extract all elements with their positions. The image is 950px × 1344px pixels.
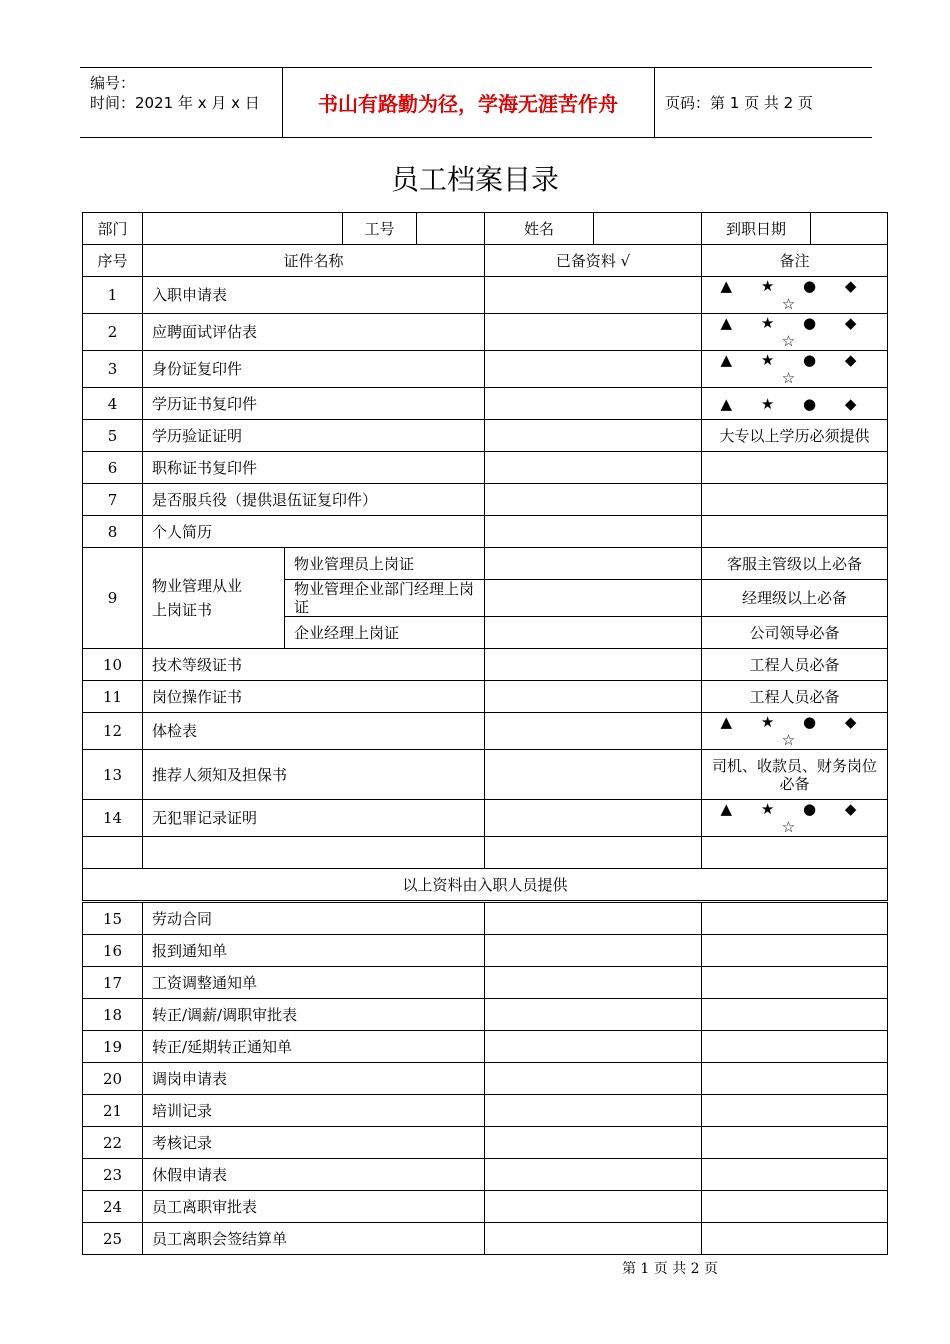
row-number: 18 — [83, 999, 143, 1031]
doc-name: 员工离职会签结算单 — [143, 1223, 485, 1255]
doc-name: 体检表 — [143, 713, 485, 750]
note-cell: 客服主管级以上必备 — [702, 548, 888, 580]
table-row — [83, 837, 888, 869]
table-row — [83, 516, 888, 548]
name-label: 姓名 — [485, 213, 594, 245]
page-header — [80, 67, 872, 138]
doc-name: 学历证书复印件 — [143, 388, 485, 420]
have-checkbox-cell[interactable] — [485, 1031, 702, 1063]
emp-no-label: 工号 — [343, 213, 417, 245]
note-cell: ▲ ★ ● ◆ ☆ — [702, 277, 888, 314]
have-checkbox-cell[interactable] — [485, 1223, 702, 1255]
note-cell: ▲ ★ ● ◆ ☆ — [702, 800, 888, 837]
provided-by-row — [83, 869, 888, 902]
time-label: 时间：2021 年 x 月 x 日 — [90, 94, 260, 112]
table-row — [83, 967, 888, 999]
row-number: 16 — [83, 935, 143, 967]
note-cell — [702, 902, 888, 935]
doc-name: 职称证书复印件 — [143, 452, 485, 484]
note-cell: 司机、收款员、财务岗位必备 — [702, 750, 888, 800]
col-doc-name: 证件名称 — [143, 245, 485, 277]
row-number: 9 — [83, 548, 143, 649]
note-cell — [702, 452, 888, 484]
table-row — [83, 935, 888, 967]
column-header-row — [83, 245, 888, 277]
doc-name: 推荐人须知及担保书 — [143, 750, 485, 800]
join-date-label: 到职日期 — [702, 213, 811, 244]
note-cell: ▲ ★ ● ◆ ☆ — [702, 351, 888, 388]
motto: 书山有路勤为径，学海无涯苦作舟 — [282, 68, 655, 137]
have-checkbox-cell[interactable] — [485, 1095, 702, 1127]
row-number: 15 — [83, 902, 143, 935]
table-row — [83, 750, 888, 800]
doc-name: 培训记录 — [143, 1095, 485, 1127]
have-checkbox-cell[interactable] — [485, 1127, 702, 1159]
note-cell: ▲ ★ ● ◆ ☆ — [702, 713, 888, 750]
have-checkbox-cell[interactable] — [485, 420, 702, 452]
table-row — [83, 314, 888, 351]
have-checkbox-cell[interactable] — [485, 452, 702, 484]
note-cell: 经理级以上必备 — [702, 580, 888, 617]
doc-name: 是否服兵役（提供退伍证复印件） — [143, 484, 485, 516]
have-checkbox-cell[interactable] — [485, 999, 702, 1031]
row-number: 8 — [83, 516, 143, 548]
doc-name: 转正/延期转正通知单 — [143, 1031, 485, 1063]
doc-name: 入职申请表 — [143, 277, 485, 314]
note-cell: 公司领导必备 — [702, 617, 888, 649]
col-note: 备注 — [702, 245, 888, 277]
have-checkbox-cell[interactable] — [485, 902, 702, 935]
note-cell — [702, 1127, 888, 1159]
doc-name: 企业经理上岗证 — [285, 617, 485, 649]
name-field[interactable] — [594, 213, 702, 245]
table-row — [83, 277, 888, 314]
have-checkbox-cell[interactable] — [485, 713, 702, 750]
page-title: 员工档案目录 — [390, 163, 559, 196]
note-cell — [702, 999, 888, 1031]
page-info: 页码：第 1 页 共 2 页 — [665, 94, 813, 112]
doc-name: 员工离职审批表 — [143, 1191, 485, 1223]
table-row — [83, 1063, 888, 1095]
note-cell — [702, 484, 888, 516]
note-cell — [702, 837, 888, 869]
table-row — [83, 420, 888, 452]
note-cell — [702, 967, 888, 999]
have-checkbox-cell[interactable] — [485, 277, 702, 314]
table-row — [83, 713, 888, 750]
doc-name: 考核记录 — [143, 1127, 485, 1159]
table-row — [83, 1095, 888, 1127]
row-number — [83, 837, 143, 869]
row-number: 20 — [83, 1063, 143, 1095]
note-cell: 大专以上学历必须提供 — [702, 420, 888, 452]
emp-no-field[interactable] — [417, 213, 485, 245]
note-cell: 工程人员必备 — [702, 649, 888, 681]
doc-name: 岗位操作证书 — [143, 681, 485, 713]
have-checkbox-cell[interactable] — [485, 314, 702, 351]
have-checkbox-cell[interactable] — [485, 1063, 702, 1095]
note-cell: 工程人员必备 — [702, 681, 888, 713]
table-row — [83, 681, 888, 713]
have-checkbox-cell[interactable] — [485, 837, 702, 869]
doc-name — [143, 837, 485, 869]
provided-by-note: 以上资料由入职人员提供 — [83, 869, 888, 902]
col-have: 已备资料 √ — [485, 245, 702, 277]
row-number: 10 — [83, 649, 143, 681]
note-cell: ▲ ★ ● ◆ ☆ — [702, 314, 888, 351]
have-checkbox-cell[interactable] — [485, 967, 702, 999]
note-cell — [702, 935, 888, 967]
have-checkbox-cell[interactable] — [485, 935, 702, 967]
doc-name: 物业管理员上岗证 — [285, 548, 485, 580]
row-number: 5 — [83, 420, 143, 452]
table-row — [83, 484, 888, 516]
row-number: 19 — [83, 1031, 143, 1063]
have-checkbox-cell[interactable] — [485, 580, 702, 617]
row-number: 12 — [83, 713, 143, 750]
row-number: 4 — [83, 388, 143, 420]
row-number: 14 — [83, 800, 143, 837]
doc-name: 调岗申请表 — [143, 1063, 485, 1095]
join-date-field[interactable] — [811, 213, 887, 244]
row-number: 3 — [83, 351, 143, 388]
row-number: 24 — [83, 1191, 143, 1223]
doc-name: 报到通知单 — [143, 935, 485, 967]
row-number: 11 — [83, 681, 143, 713]
table-row — [83, 999, 888, 1031]
table-row — [83, 902, 888, 935]
have-checkbox-cell[interactable] — [485, 516, 702, 548]
have-checkbox-cell[interactable] — [485, 1191, 702, 1223]
doc-name: 物业管理企业部门经理上岗证 — [285, 580, 485, 617]
doc-group-name — [143, 548, 285, 649]
header-meta — [80, 68, 283, 137]
note-cell — [702, 1191, 888, 1223]
table-row — [83, 1159, 888, 1191]
have-checkbox-cell[interactable] — [485, 681, 702, 713]
row-number: 22 — [83, 1127, 143, 1159]
table-row — [83, 800, 888, 837]
table-row — [83, 1031, 888, 1063]
doc-name: 劳动合同 — [143, 902, 485, 935]
group-name-text: 物业管理从业上岗证书 — [152, 577, 243, 619]
row-number: 25 — [83, 1223, 143, 1255]
col-seq: 序号 — [83, 245, 143, 277]
table-row — [83, 1127, 888, 1159]
join-date-cell[interactable] — [702, 213, 888, 245]
row-number: 13 — [83, 750, 143, 800]
row-number: 1 — [83, 277, 143, 314]
doc-name: 应聘面试评估表 — [143, 314, 485, 351]
have-checkbox-cell[interactable] — [485, 484, 702, 516]
note-cell — [702, 1159, 888, 1191]
table-row — [83, 351, 888, 388]
archive-table — [82, 212, 888, 1255]
table-row — [83, 452, 888, 484]
row-number: 17 — [83, 967, 143, 999]
row-number: 23 — [83, 1159, 143, 1191]
table-row — [83, 1191, 888, 1223]
doc-name: 工资调整通知单 — [143, 967, 485, 999]
table-row — [83, 548, 888, 580]
have-checkbox-cell[interactable] — [485, 388, 702, 420]
note-cell: ▲ ★ ● ◆ — [702, 388, 888, 420]
dept-label: 部门 — [83, 213, 143, 245]
note-cell — [702, 1095, 888, 1127]
have-checkbox-cell[interactable] — [485, 351, 702, 388]
table-row — [83, 1223, 888, 1255]
have-checkbox-cell[interactable] — [485, 1159, 702, 1191]
table-row — [83, 649, 888, 681]
note-cell — [702, 1031, 888, 1063]
doc-name: 转正/调薪/调职审批表 — [143, 999, 485, 1031]
doc-name: 身份证复印件 — [143, 351, 485, 388]
have-checkbox-cell[interactable] — [485, 800, 702, 837]
doc-name: 学历验证证明 — [143, 420, 485, 452]
doc-name: 技术等级证书 — [143, 649, 485, 681]
table-row — [83, 388, 888, 420]
dept-field[interactable] — [143, 213, 343, 245]
have-checkbox-cell[interactable] — [485, 617, 702, 649]
row-number: 7 — [83, 484, 143, 516]
note-cell — [702, 1223, 888, 1255]
doc-name: 个人简历 — [143, 516, 485, 548]
page-footer: 第 1 页 共 2 页 — [621, 1261, 719, 1277]
info-row — [83, 213, 888, 245]
doc-name: 无犯罪记录证明 — [143, 800, 485, 837]
row-number: 21 — [83, 1095, 143, 1127]
note-cell — [702, 516, 888, 548]
note-cell — [702, 1063, 888, 1095]
row-number: 6 — [83, 452, 143, 484]
have-checkbox-cell[interactable] — [485, 750, 702, 800]
doc-name: 休假申请表 — [143, 1159, 485, 1191]
have-checkbox-cell[interactable] — [485, 649, 702, 681]
have-checkbox-cell[interactable] — [485, 548, 702, 580]
row-number: 2 — [83, 314, 143, 351]
number-label: 编号： — [90, 74, 136, 92]
